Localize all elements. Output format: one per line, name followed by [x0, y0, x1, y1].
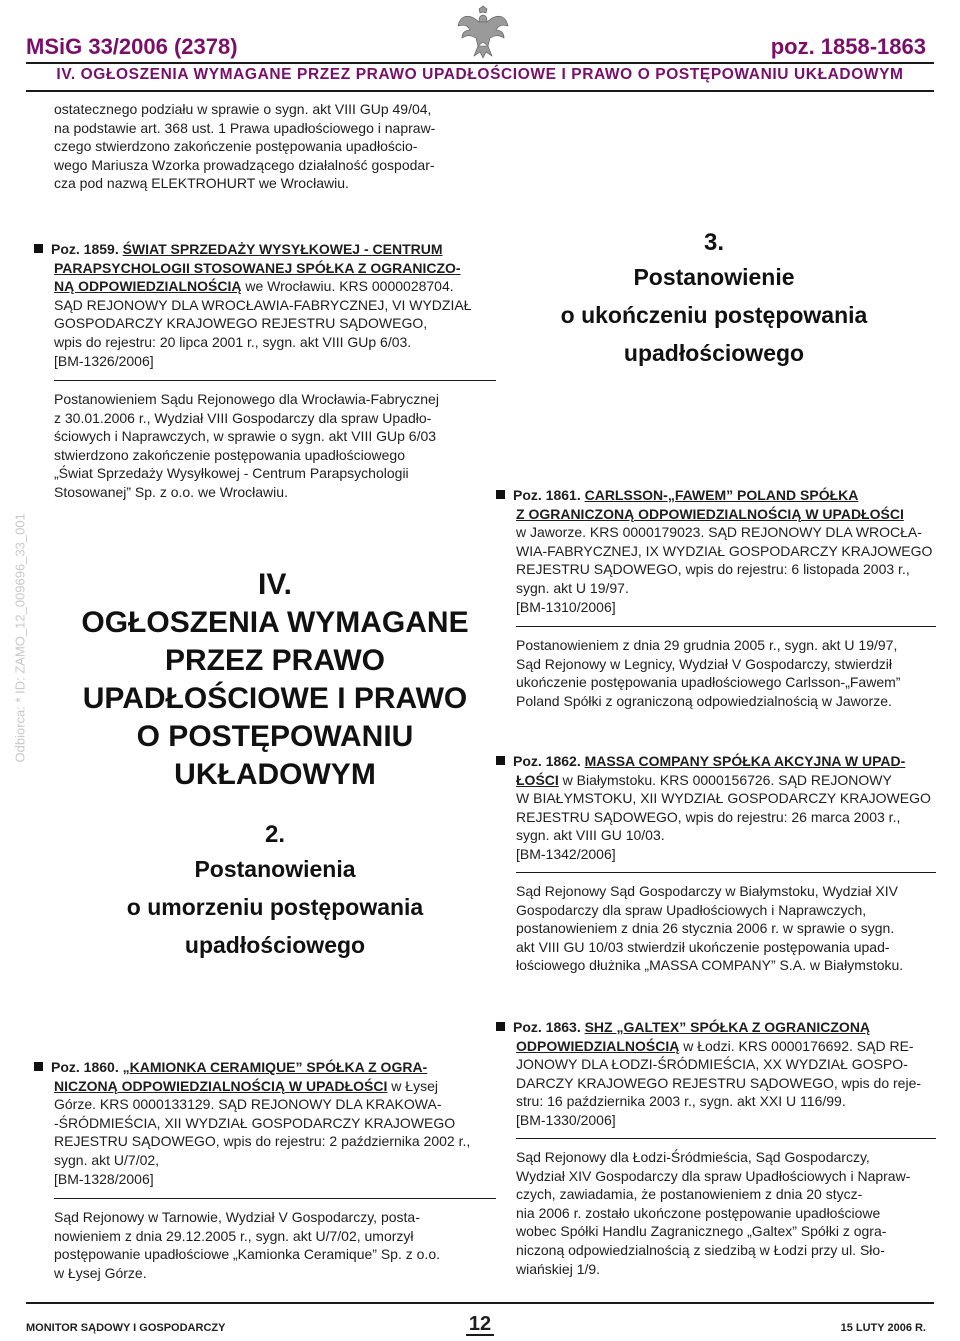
section-iv-heading — [54, 566, 496, 794]
notice-title: CARLSSON-„FAWEM” POLAND SPÓŁKA — [584, 487, 859, 503]
text-line: nia 2006 r. zostało ukończone postępowanie upadłościowe — [516, 1204, 881, 1221]
text-line: wiańskiej 1/9. — [516, 1260, 601, 1277]
notice-number: Poz. 1861. — [513, 487, 581, 503]
notice-title: PARAPSYCHOLOGII STOSOWANEJ SPÓŁKA Z OGRANICZO- — [54, 259, 461, 276]
court-line: Górze. KRS 0000133129. SĄD REJONOWY DLA KRAKOWA- — [54, 1096, 442, 1113]
reference-code: [BM-1310/2006] — [516, 598, 616, 615]
notice-1860 — [34, 1058, 496, 1188]
text-line: cza pod nazwą ELEKTROHURT we Wrocławiu. — [54, 175, 349, 192]
bullet-square-icon — [496, 490, 505, 499]
eagle-emblem-icon — [456, 2, 510, 60]
notice-1863 — [496, 1018, 936, 1130]
notice-title: SHZ „GALTEX” SPÓŁKA Z OGRANICZONĄ — [584, 1019, 871, 1035]
notice-divider — [54, 380, 496, 381]
court-line: -ŚRÓDMIEŚCIA, XII WYDZIAŁ GOSPODARCZY KRAJOWEGO — [54, 1114, 456, 1131]
court-line: DARCZY KRAJOWEGO REJESTRU SĄDOWEGO, wpis do reje- — [516, 1074, 922, 1091]
section-title-line: UPADŁOŚCIOWE I PRAWO — [82, 682, 468, 715]
section-title-line: UKŁADOWYM — [174, 758, 376, 791]
text-line: Sąd Rejonowy Sąd Gospodarczy w Białymstoku, Wydział XIV — [516, 883, 898, 899]
notice-location: w Łysej — [391, 1077, 438, 1094]
court-line: stru: 16 października 2003 r., sygn. akt XXI U 116/99. — [516, 1093, 846, 1110]
notice-1860-body — [54, 1208, 496, 1282]
notice-divider — [516, 1138, 936, 1139]
subsection-2-heading — [54, 820, 496, 964]
court-line: W BIAŁYMSTOKU, XII WYDZIAŁ GOSPODARCZY KRAJOWEGO — [516, 790, 931, 807]
reference-code: [BM-1342/2006] — [516, 845, 616, 862]
subsection-number: 2. — [264, 821, 285, 848]
notice-title: „KAMIONKA CERAMIQUE” SPÓŁKA Z OGRA- — [122, 1059, 428, 1075]
footer-divider — [26, 1302, 934, 1304]
notice-number: Poz. 1860. — [51, 1059, 119, 1075]
notice-number: Poz. 1863. — [513, 1019, 581, 1035]
reference-code: [BM-1330/2006] — [516, 1111, 616, 1128]
text-line: Gospodarczy dla spraw Upadłościowych i Naprawczych, — [516, 901, 867, 918]
court-line: REJESTRU SĄDOWEGO, wpis do rejestru: 6 listopada 2003 r., — [516, 561, 910, 578]
text-line: Sąd Rejonowy w Legnicy, Wydział V Gospodarczy, stwierdził — [516, 655, 892, 672]
notice-1859-body — [54, 390, 496, 502]
subsection-title-line: Postanowienie — [633, 264, 795, 290]
journal-issue: MSiG 33/2006 (2378) — [26, 34, 238, 59]
text-line: ściowych i Naprawczych, w sprawie o sygn. akt VIII GUp 6/03 — [54, 428, 437, 445]
text-line: w Łysej Górze. — [54, 1264, 147, 1281]
text-line: czych, zawiadamia, że postanowieniem z dnia 20 stycz- — [516, 1186, 863, 1203]
notice-divider — [516, 872, 936, 873]
notice-1862-body — [516, 882, 936, 975]
text-line: Stosowanej” Sp. z o.o. we Wrocławiu. — [54, 483, 288, 500]
court-line: GOSPODARCZY KRAJOWEGO REJESTRU SĄDOWEGO, — [54, 315, 428, 332]
continued-paragraph — [54, 100, 494, 193]
text-line: postępowanie upadłościowe „Kamionka Ceramique” Sp. z o.o. — [54, 1246, 440, 1263]
recipient-watermark: Odbiorca: * ID: ZAMO_12_009696_33_001 — [12, 513, 28, 763]
text-line: postanowieniem z dnia 26 stycznia 2006 r. w sprawie o sygn. — [516, 920, 895, 937]
notice-title: NICZONĄ ODPOWIEDZIALNOŚCIĄ W UPADŁOŚCI — [54, 1077, 388, 1094]
section-title-line: OGŁOSZENIA WYMAGANE — [81, 606, 469, 639]
text-line: Postanowieniem z dnia 29 grudnia 2005 r., sygn. akt U 19/97, — [516, 637, 898, 653]
bullet-square-icon — [496, 1022, 505, 1031]
court-line: wpis do rejestru: 20 lipca 2001 r., sygn. akt VIII GUp 6/03. — [54, 333, 412, 350]
subsection-title-line: upadłościowego — [623, 340, 805, 366]
text-line: Postanowieniem Sądu Rejonowego dla Wrocławia-Fabrycznej — [54, 391, 439, 407]
text-line: akt VIII GU 10/03 stwierdził ukończenie postępowania upad- — [516, 938, 890, 955]
footer-publication-name: MONITOR SĄDOWY I GOSPODARCZY — [26, 1322, 226, 1334]
text-line: Sąd Rejonowy dla Łodzi-Śródmieścia, Sąd Gospodarczy, — [516, 1149, 870, 1165]
bullet-square-icon — [34, 1062, 43, 1071]
subsection-title-line: Postanowienia — [194, 856, 356, 882]
notice-title: ŚWIAT SPRZEDAŻY WYSYŁKOWEJ - CENTRUM — [122, 241, 443, 257]
notice-title: MASSA COMPANY SPÓŁKA AKCYJNA W UPAD- — [584, 753, 906, 769]
text-line: na podstawie art. 368 ust. 1 Prawa upadłościowego i napraw- — [54, 119, 436, 136]
section-title-line: PRZEZ PRAWO — [164, 644, 385, 677]
notice-1859 — [34, 240, 496, 370]
text-line: stwierdzono zakończenie postępowania upadłościowego — [54, 446, 406, 463]
page-number: 12 — [468, 1313, 492, 1335]
notice-1863-body — [516, 1148, 936, 1278]
notice-1861-body — [516, 636, 936, 710]
subsection-number: 3. — [703, 229, 724, 256]
court-line: sygn. akt U 19/97. — [516, 579, 629, 596]
section-divider — [26, 90, 934, 92]
text-line: nowieniem z dnia 29.12.2005 r., sygn. akt U/7/02, umorzył — [54, 1227, 414, 1244]
text-line: niczoną odpowiedzialnością z siedzibą w Łodzi przy ul. Sło- — [516, 1241, 885, 1258]
reference-code: [BM-1328/2006] — [54, 1170, 154, 1187]
text-line: wego Mariusza Wzorka prowadzącego działalność gospodar- — [54, 156, 435, 173]
subsection-title-line: o ukończeniu postępowania — [560, 302, 868, 328]
text-line: Wydział XIV Gospodarczy dla spraw Upadłościowych i Napraw- — [516, 1167, 911, 1184]
bullet-square-icon — [496, 756, 505, 765]
notice-number: Poz. 1862. — [513, 753, 581, 769]
court-line: JONOWY DLA ŁODZI-ŚRÓDMIEŚCIA, XX WYDZIAŁ GOSPO- — [516, 1056, 908, 1073]
section-running-head: IV. OGŁOSZENIA WYMAGANE PRZEZ PRAWO UPADŁOŚCIOWE I PRAWO O POSTĘPOWANIU UKŁADOWYM — [56, 66, 904, 83]
section-number: IV. — [258, 568, 292, 601]
notice-divider — [516, 626, 936, 627]
notice-title: NĄ ODPOWIEDZIALNOŚCIĄ — [54, 278, 242, 295]
court-line: REJESTRU SĄDOWEGO, wpis do rejestru: 26 marca 2003 r., — [516, 808, 901, 825]
notice-location: we Wrocławiu. KRS 0000028704. — [245, 278, 454, 295]
text-line: Sąd Rejonowy w Tarnowie, Wydział V Gospodarczy, posta- — [54, 1209, 420, 1225]
header-divider — [26, 62, 934, 64]
text-line: ostatecznego podziału w sprawie o sygn. akt VIII GUp 49/04, — [54, 101, 432, 117]
notice-divider — [54, 1198, 496, 1199]
page-range: poz. 1858-1863 — [770, 34, 926, 59]
text-line: łościowego dłużnika „MASSA COMPANY” S.A. w Białymstoku. — [516, 957, 904, 974]
subsection-3-heading — [500, 228, 928, 372]
text-line: Poland Spółki z ograniczoną odpowiedzialnością w Jaworze. — [516, 692, 892, 709]
court-line: WIA-FABRYCZNEJ, IX WYDZIAŁ GOSPODARCZY KRAJOWEGO — [516, 542, 933, 559]
court-line: sygn. akt U/7/02, — [54, 1151, 160, 1168]
text-line: „Świat Sprzedaży Wysyłkowej - Centrum Parapsychologii — [54, 465, 409, 482]
notice-location: w Białymstoku. KRS 0000156726. SĄD REJONOWY — [562, 771, 892, 788]
reference-code: [BM-1326/2006] — [54, 352, 154, 369]
text-line: czego stwierdzono zakończenie postępowania upadłościo- — [54, 138, 418, 155]
text-line: ukończenie postępowania upadłościowego Carlsson-„Fawem” — [516, 674, 901, 691]
section-title-line: O POSTĘPOWANIU — [136, 720, 414, 753]
notice-title: ODPOWIEDZIALNOŚCIĄ — [516, 1037, 680, 1054]
notice-1862 — [496, 752, 936, 864]
bullet-square-icon — [34, 244, 43, 253]
court-line: sygn. akt VIII GU 10/03. — [516, 827, 665, 844]
notice-number: Poz. 1859. — [51, 241, 119, 257]
footer-date: 15 LUTY 2006 R. — [840, 1322, 926, 1334]
notice-location: w Łodzi. KRS 0000176692. SĄD RE- — [683, 1037, 914, 1054]
notice-title: ŁOŚCI — [516, 771, 559, 788]
court-line: w Jaworze. KRS 0000179023. SĄD REJONOWY DLA WROCŁA- — [516, 524, 922, 541]
subsection-title-line: upadłościowego — [184, 932, 366, 958]
notice-title: Z OGRANICZONĄ ODPOWIEDZIALNOŚCIĄ W UPADŁOŚCI — [516, 505, 904, 522]
court-line: REJESTRU SĄDOWEGO, wpis do rejestru: 2 października 2002 r., — [54, 1133, 471, 1150]
text-line: z 30.01.2006 r., Wydział VIII Gospodarczy dla spraw Upadło- — [54, 409, 432, 426]
subsection-title-line: o umorzeniu postępowania — [126, 894, 424, 920]
notice-1861 — [496, 486, 936, 616]
text-line: wobec Spółki Handlu Zagranicznego „Galtex” Spółki z ogra- — [516, 1223, 887, 1240]
court-line: SĄD REJONOWY DLA WROCŁAWIA-FABRYCZNEJ, VI WYDZIAŁ — [54, 296, 472, 313]
